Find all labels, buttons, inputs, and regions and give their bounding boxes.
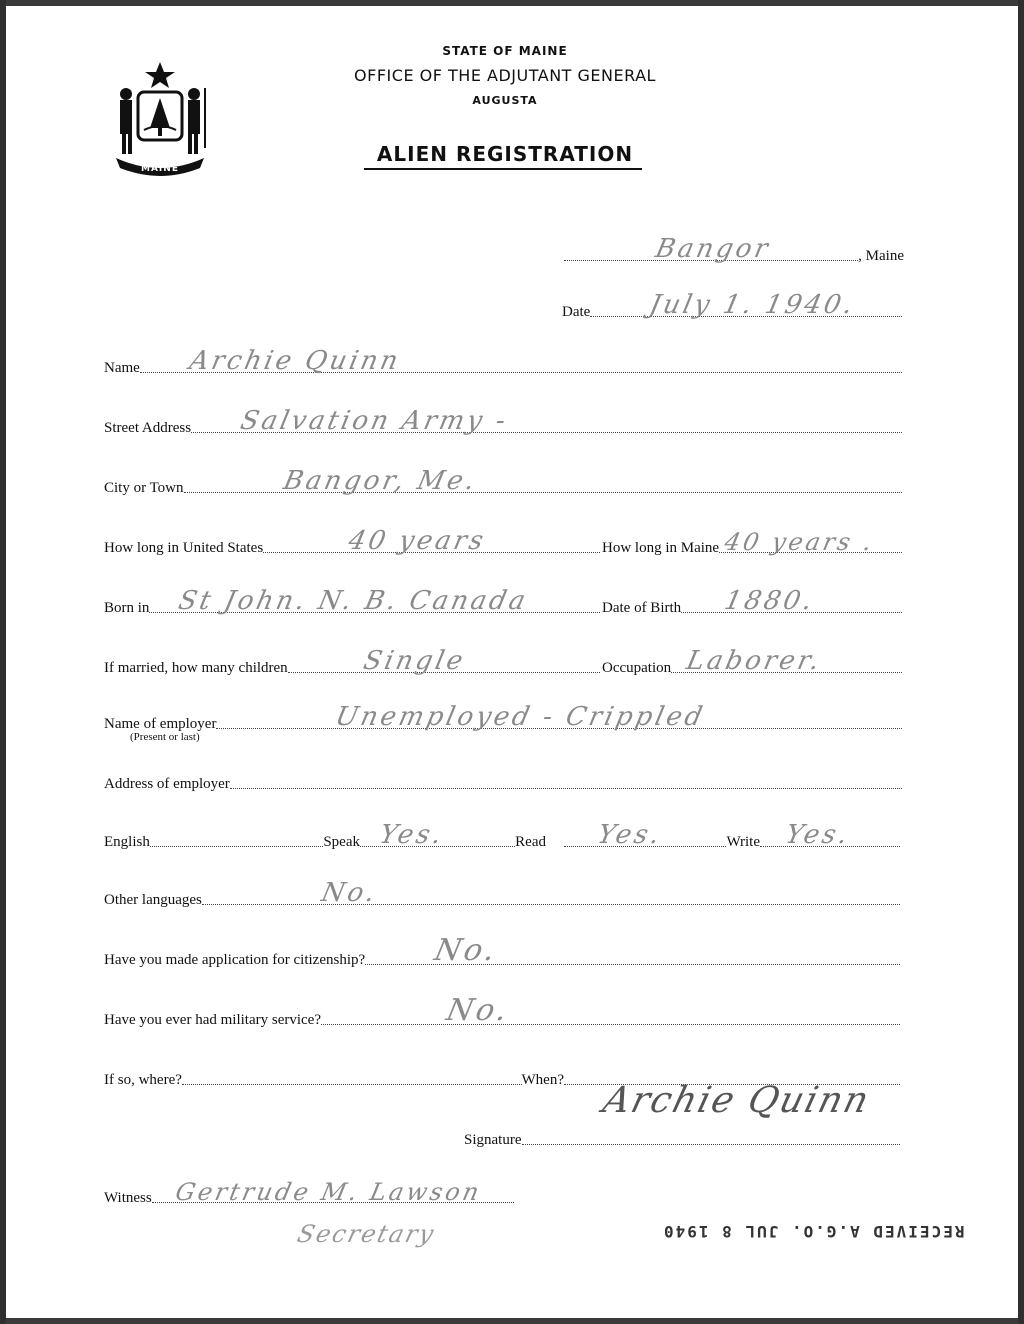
how-long-maine-line[interactable] xyxy=(719,528,902,556)
write-value: Yes. xyxy=(782,820,854,850)
header-office: OFFICE OF THE ADJUTANT GENERAL xyxy=(354,66,656,85)
witness-value: Gertrude M. Lawson xyxy=(172,1178,485,1206)
read-value-row xyxy=(564,820,760,852)
occupation-value: Laborer. xyxy=(683,646,826,676)
write-value-row xyxy=(760,820,900,852)
military-value: No. xyxy=(443,993,514,1028)
witness-label: Witness xyxy=(104,1190,152,1206)
employer-address-label: Address of employer xyxy=(104,776,230,792)
witness-line[interactable] xyxy=(152,1178,514,1206)
street-label: Street Address xyxy=(104,420,192,436)
employer-address-row xyxy=(104,770,902,794)
occupation-label: Occupation xyxy=(602,660,672,676)
place-suffix: , Maine xyxy=(858,248,904,264)
born-in-label: Born in xyxy=(104,600,150,616)
read-label: Read xyxy=(515,834,546,850)
name-row xyxy=(104,346,902,378)
read-line[interactable] xyxy=(564,820,726,850)
born-in-value: St John. N. B. Canada xyxy=(176,586,532,616)
city-line[interactable] xyxy=(184,466,902,496)
date-line[interactable] xyxy=(590,290,902,320)
signature-value: Archie Quinn xyxy=(598,1080,875,1121)
write-line[interactable] xyxy=(760,820,900,850)
speak-value-row xyxy=(360,820,546,852)
employer-address-line[interactable] xyxy=(230,787,902,789)
how-long-maine-value: 40 years . xyxy=(722,528,878,556)
date-label: Date xyxy=(562,304,591,320)
citizenship-value: No. xyxy=(431,933,502,968)
where-label: If so, where? xyxy=(104,1072,182,1088)
citizenship-label: Have you made application for citizenship? xyxy=(104,952,366,968)
dob-label: Date of Birth xyxy=(602,600,682,616)
born-in-line[interactable] xyxy=(149,586,600,616)
street-line[interactable] xyxy=(191,406,902,436)
street-value: Salvation Army - xyxy=(237,406,512,436)
name-line[interactable] xyxy=(140,346,902,376)
form-title: ALIEN REGISTRATION xyxy=(376,142,634,166)
date-row xyxy=(562,290,902,322)
employer-row xyxy=(104,702,902,734)
received-stamp: RECEIVED A.G.O. JUL 8 1940 xyxy=(662,1222,965,1241)
occupation-line[interactable] xyxy=(671,646,902,676)
city-row xyxy=(104,466,902,498)
children-row xyxy=(104,646,600,678)
how-long-us-row xyxy=(104,526,600,558)
other-languages-line[interactable] xyxy=(202,878,900,908)
signature-line[interactable] xyxy=(522,1143,901,1145)
city-label: City or Town xyxy=(104,480,184,496)
speak-label: Speak xyxy=(323,834,360,850)
other-languages-value: No. xyxy=(318,878,381,908)
write-label: Write xyxy=(726,834,760,850)
signature-row xyxy=(464,1126,900,1150)
maine-state-seal-icon xyxy=(108,58,212,176)
born-in-row xyxy=(104,586,600,618)
scan-edge-right xyxy=(1018,0,1024,1324)
citizenship-line[interactable] xyxy=(365,933,900,968)
citizenship-row xyxy=(104,933,900,970)
place-row xyxy=(564,234,904,266)
header-city: AUGUSTA xyxy=(472,94,538,107)
english-label: English xyxy=(104,834,150,850)
header-state: STATE OF MAINE xyxy=(442,44,568,58)
military-label: Have you ever had military service? xyxy=(104,1012,321,1028)
other-languages-label: Other languages xyxy=(104,892,202,908)
children-value: Single xyxy=(360,646,469,676)
speak-line[interactable] xyxy=(360,820,515,850)
dob-value: 1880. xyxy=(721,586,818,616)
name-value: Archie Quinn xyxy=(186,346,404,376)
employer-label: Name of employer xyxy=(104,716,217,732)
where-line[interactable] xyxy=(182,1083,522,1085)
military-row xyxy=(104,993,900,1030)
title-underline xyxy=(364,168,642,170)
place-line[interactable] xyxy=(564,234,858,264)
military-line[interactable] xyxy=(321,993,900,1028)
english-speak-row xyxy=(104,828,360,852)
employer-line[interactable] xyxy=(216,702,902,732)
place-value: Bangor xyxy=(652,234,774,264)
speak-value: Yes. xyxy=(376,820,448,850)
signature-label: Signature xyxy=(464,1132,522,1148)
svg-text:MAINE: MAINE xyxy=(141,164,179,174)
dob-row xyxy=(602,586,902,618)
children-line[interactable] xyxy=(288,646,600,676)
children-label: If married, how many children xyxy=(104,660,288,676)
english-line[interactable] xyxy=(150,845,323,847)
employer-value: Unemployed - Crippled xyxy=(333,702,709,732)
date-value: July 1. 1940. xyxy=(647,290,859,320)
other-languages-row xyxy=(104,878,900,910)
scan-edge-left xyxy=(0,0,6,1324)
read-value: Yes. xyxy=(594,820,666,850)
where-row xyxy=(104,1066,564,1090)
dob-line[interactable] xyxy=(681,586,902,616)
how-long-us-label: How long in United States xyxy=(104,540,264,556)
occupation-row xyxy=(602,646,902,678)
how-long-maine-row xyxy=(602,528,902,558)
street-row xyxy=(104,406,902,438)
employer-sublabel: (Present or last) xyxy=(130,731,200,743)
city-value: Bangor, Me. xyxy=(280,466,480,496)
when-label: When? xyxy=(521,1072,564,1088)
how-long-maine-label: How long in Maine xyxy=(602,540,720,556)
how-long-us-value: 40 years xyxy=(345,526,490,556)
witness-title: Secretary xyxy=(294,1220,439,1248)
name-label: Name xyxy=(104,360,140,376)
witness-row xyxy=(104,1178,514,1208)
how-long-us-line[interactable] xyxy=(263,526,600,556)
